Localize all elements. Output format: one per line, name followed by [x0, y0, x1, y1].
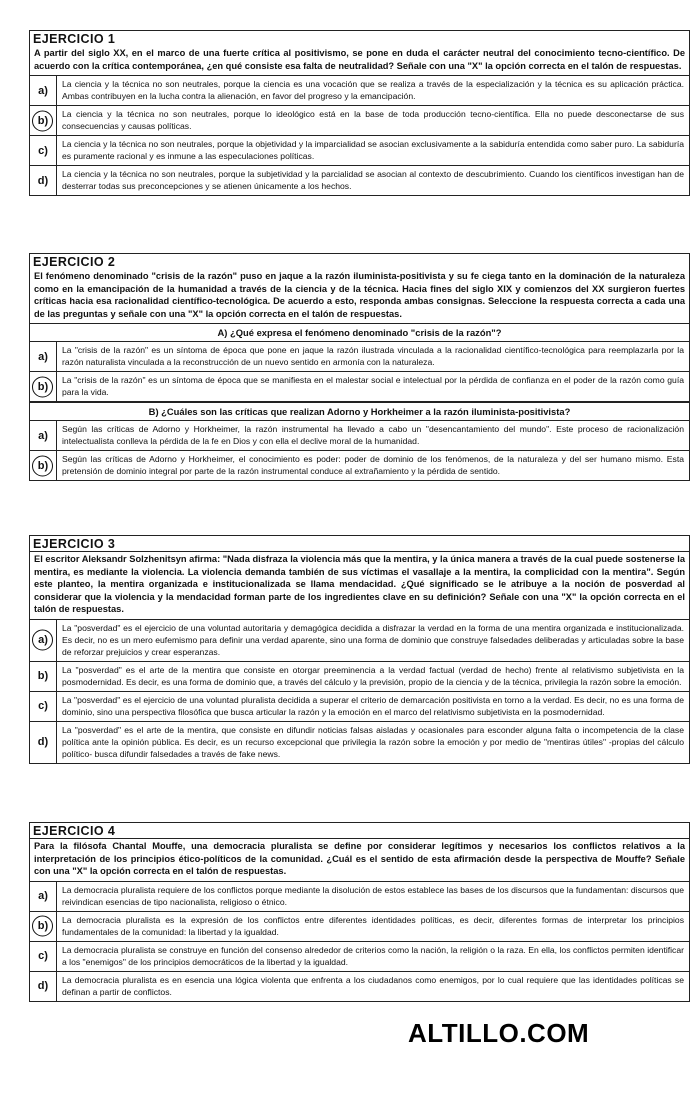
option-text: La democracia pluralista requiere de los conflictos porque mediante la disolución de estos establece las bases de los discursos que la fundamentan: discursos que reivindican esencias de tipo nacionalista, religioso o étnico. [62, 884, 684, 907]
option-letter-marked [30, 106, 57, 135]
brand-watermark: ALTILLO.COM [408, 1018, 590, 1048]
option-text: La ciencia y la técnica no son neutrales, porque la subjetividad y la parcialidad se asocian al contexto de descubrimiento. Cuando los científicos investigan han de desterrar todas sus preconcepciones y se atienen únicamente a los hechos. [62, 169, 684, 192]
option-text: La ciencia y la técnica no son neutrales, porque la objetividad y la imparcialidad se asocian exclusivamente a la sabiduría entendida como saber puro. La sabiduría es puramente racional y es inmune a las especulaciones políticas. [62, 139, 684, 162]
option-c[interactable] [30, 942, 689, 972]
selection-circle-icon [32, 630, 53, 651]
exercise-title: EJERCICIO 1 [33, 32, 116, 46]
option-a[interactable] [30, 620, 689, 662]
option-b[interactable] [30, 106, 689, 136]
option-letter: a) [30, 421, 57, 450]
option-text: La "crisis de la razón" es un síntoma de época que se manifiesta en el malestar social e intelectual por la pérdida de confianza en el poder de la razón como guía para la vida. [62, 375, 684, 398]
exercise-prompt: A partir del siglo XX, en el marco de una fuerte crítica al positivismo, se pone en duda el carácter neutral del conocimiento tecno-científico. De acuerdo con la crítica contemporánea, ¿en qué consiste esa falta de neutralidad? Señale con una "X" la opción correcta en el talón de respuestas. [30, 46, 689, 76]
option-c[interactable] [30, 136, 689, 166]
option-text: Según las críticas de Adorno y Horkheimer, el conocimiento es poder: poder de dominio de los fenómenos, de la naturaleza y del ser humano mismo. Esta pretensión de dominio integral por parte de la razón instrumental conduce al extrañamiento y la pérdida de sentido. [62, 454, 684, 477]
option-letter: a) [30, 76, 57, 105]
sub-question-a: A) ¿Qué expresa el fenómeno denominado "crisis de la razón"? [30, 324, 689, 342]
option-text: La ciencia y la técnica no son neutrales, porque la ciencia es una vocación que se realiza a través de la especialización y la técnica es su aplicación práctica. Ambas contribuyen en la lucha contra la alienación, en favor del progreso y la emancipación. [62, 79, 684, 102]
option-letter: a) [30, 882, 57, 911]
option-b[interactable] [30, 372, 689, 402]
option-text: La "posverdad" es el arte de la mentira, que consiste en difundir noticias falsas aisladas y ocasionales para esconder alguna falta o incompetencia de la clase política ante la opinión pública. Es decir, es un recurso excepcional que privilegia la razón sobre la emoción y por medio de "mentiras útiles" -propias del cálculo político- busca difundir falsedades a través de fake news. [62, 724, 684, 759]
option-b[interactable] [30, 451, 689, 480]
option-letter: d) [30, 722, 57, 763]
option-text: La "crisis de la razón" es un síntoma de época que pone en jaque la razón ilustrada vinculada a la racionalidad científico-tecnológica para reemplazarla por la razón naturalista vinculada a la reconstrucción de un nuevo sentido en armonía con la naturaleza. [62, 345, 684, 368]
exercise-1 [29, 30, 690, 196]
option-letter: d) [30, 166, 57, 195]
option-letter: a) [30, 342, 57, 371]
exercise-prompt: El fenómeno denominado "crisis de la razón" puso en jaque a la razón iluminista-positivista y su fe ciega tanto en la dominación de la naturaleza como en la emancipación de la humanidad a través de la ciencia y de la técnica. Hacia fines del siglo XIX y comienzos del XX surgieron fuertes críticas hacia esa racionalidad científico-tecnológica. De acuerdo a esto, responda ambas consignas. Seleccione la respuesta correcta a cada una de las preguntas y señale con una "X" la opción correcta en el talón de respuestas. [30, 269, 689, 324]
option-letter-label: b) [37, 920, 49, 933]
selection-circle-icon [32, 916, 53, 937]
exercise-prompt: Para la filósofa Chantal Mouffe, una democracia pluralista se define por considerar legítimos y necesarios los conflictos relativos a la interpretación de los principios ético-políticos de la comunidad. ¿Cuál es el sentido de esta afirmación desde la perspectiva de Mouffe? Señale con una "X" la opción correcta en el talón de respuestas. [30, 839, 689, 882]
option-text: La democracia pluralista es en esencia una lógica violenta que enfrenta a los ciudadanos como enemigos, por lo cual requiere que las identidades políticas se definan a partir de conflictos. [62, 974, 684, 997]
option-b[interactable] [30, 662, 689, 692]
option-d[interactable] [30, 722, 689, 763]
option-c[interactable] [30, 692, 689, 722]
exercise-title: EJERCICIO 2 [33, 255, 116, 269]
sub-question-b: B) ¿Cuáles son las críticas que realizan Adorno y Horkheimer a la razón iluminista-positivista? [30, 402, 689, 421]
option-letter: c) [30, 692, 57, 721]
exercise-prompt: El escritor Aleksandr Solzhenitsyn afirma: "Nada disfraza la violencia más que la mentira, y la única manera a través de la cual puede sostenerse la mentira, es mediante la violencia. La violencia demanda también de sus víctimas el vasallaje a la mentira, la complicidad con la mentira". Según este planteo, la mentira organizada e institucionalizada se llama mendacidad. ¿Qué significado se le atribuye a la noción de posverdad al considerar que la violencia y la mendacidad forman parte de los ingredientes clave en su definición? Señale con una "X" la opción correcta en el talón de respuestas. [30, 552, 689, 620]
option-letter: d) [30, 972, 57, 1001]
option-text: La democracia pluralista es la expresión de los conflictos entre diferentes identidades políticas, es decir, diferentes formas de interpretar los principios fundamentales de la comunidad: la libertad y la igualdad. [62, 914, 684, 937]
option-letter-marked [30, 372, 57, 401]
option-text: La "posverdad" es el arte de la mentira que consiste en otorgar preeminencia a la verdad factual (verdad de hecho) frente al relativismo subjetivista en la posmodernidad. Es decir, es una forma de dominio que, a través del cálculo y la previsión, propio de la ciencia y de la técnica, privilegia la razón sobre la emoción. [62, 664, 684, 687]
option-text: La "posverdad" es el ejercicio de una voluntad pluralista decidida a superar el criterio de demarcación positivista en torno a la verdad. Es decir, no es una forma de dominio, sino una perspectiva filosófica que busca articular la razón y la emoción en el marco del relativismo subjetivista en la posmodernidad. [62, 694, 684, 717]
option-b[interactable] [30, 912, 689, 942]
option-letter: b) [30, 662, 57, 691]
option-text: La democracia pluralista se construye en función del consenso alrededor de criterios como la nación, la religión o la raza. En ella, los conflictos permiten identificar a los "enemigos" de los principios democráticos de la libertad y la igualdad. [62, 944, 684, 967]
option-a[interactable] [30, 421, 689, 451]
option-text: La "posverdad" es el ejercicio de una voluntad autoritaria y demagógica decidida a disfrazar la verdad en la forma de una mentira organizada e institucionalizada. Es decir, no es un mero eufemismo para definir una verdad aparente, sino una forma de dominio que construye falsedades deliberadas y articuladas sobre la base de reforzar prejuicios y crear esperanzas. [62, 622, 684, 657]
option-d[interactable] [30, 166, 689, 195]
selection-circle-icon [32, 376, 53, 397]
option-letter-label: b) [37, 459, 49, 472]
exercise-4 [29, 822, 690, 1002]
option-letter-marked [30, 912, 57, 941]
option-text: La ciencia y la técnica no son neutrales, porque lo ideológico está en la base de toda producción tecno-científica. Ella no puede desconectarse de sus consecuencias y causas políticas. [62, 109, 684, 132]
exercise-3 [29, 535, 690, 764]
exercise-2 [29, 253, 690, 481]
option-letter: c) [30, 942, 57, 971]
selection-circle-icon [32, 455, 53, 476]
option-letter-marked [30, 451, 57, 480]
exercise-title: EJERCICIO 3 [30, 536, 689, 552]
option-letter-label: b) [37, 114, 49, 127]
option-letter-marked [30, 620, 57, 661]
option-letter: c) [30, 136, 57, 165]
option-letter-label: a) [38, 634, 48, 647]
option-text: Según las críticas de Adorno y Horkheimer, la razón instrumental ha llevado a cabo un "desencantamiento del mundo". Este proceso de racionalización intelectualista conlleva la pérdida de la fe en Dios y con ella el declive moral de la humanidad. [62, 424, 684, 447]
option-d[interactable] [30, 972, 689, 1001]
option-a[interactable] [30, 76, 689, 106]
option-a[interactable] [30, 882, 689, 912]
option-letter-label: b) [37, 380, 49, 393]
exercise-title: EJERCICIO 4 [30, 823, 689, 839]
option-a[interactable] [30, 342, 689, 372]
selection-circle-icon [32, 110, 53, 131]
